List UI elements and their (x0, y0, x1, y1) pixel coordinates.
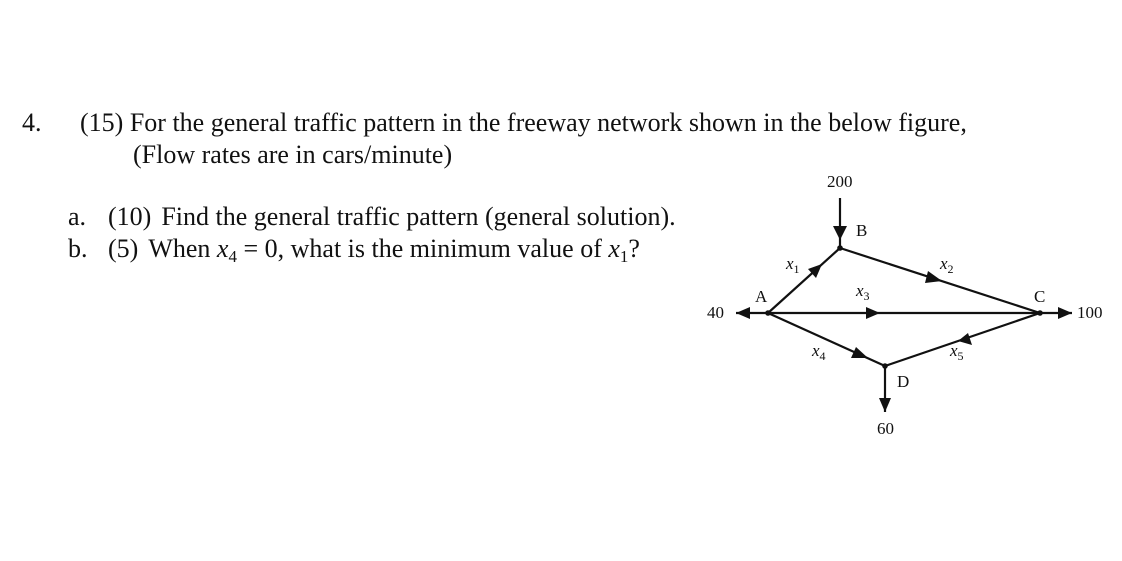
question-note: (Flow rates are in cars/minute) (133, 140, 453, 169)
node-a-dot (765, 310, 771, 316)
x3-arrow (866, 307, 880, 319)
question-points: (15) (80, 108, 124, 137)
node-d-label: D (897, 372, 910, 391)
flow-60-label: 60 (877, 419, 894, 438)
part-b-label: b. (68, 234, 88, 263)
x5-arrow (958, 333, 972, 345)
outflow-100-arrow (1058, 307, 1072, 319)
edge-var-x1: $x_1$ (786, 254, 800, 276)
edge-var-x3: $x_3$ (856, 281, 870, 303)
flow-100-label: 100 (1077, 303, 1103, 322)
edge-a-b (768, 248, 840, 313)
inflow-200-arrow (833, 226, 847, 240)
part-b-text-before: When (148, 234, 217, 263)
question-statement: For the general traffic pattern in the freeway network shown in the below figure, (129, 108, 967, 137)
part-a (68, 202, 676, 232)
part-b-text-mid: = 0, what is the minimum value of (236, 234, 609, 263)
clipped-previous-line (0, 0, 1122, 6)
traffic-network-diagram (690, 160, 1110, 450)
part-b-var-x4: $x_4$ (216, 234, 237, 266)
node-a-label: A (755, 287, 768, 306)
node-c-dot (1037, 310, 1043, 316)
edge-var-x5: $x_5$ (950, 341, 964, 363)
x4-arrow (851, 347, 868, 358)
part-a-points: (10) (108, 202, 152, 231)
outflow-60-arrow (879, 398, 891, 412)
part-b (68, 234, 640, 264)
part-b-var-x1: $x_1$ (608, 234, 629, 266)
part-b-text-after: ? (628, 234, 640, 263)
edge-var-x4: $x_4$ (812, 341, 826, 363)
part-a-text: Find the general traffic pattern (general solution). (161, 202, 676, 231)
node-c-label: C (1034, 287, 1046, 306)
question-number: 4. (22, 108, 42, 137)
question-text (80, 108, 967, 138)
node-b-dot (837, 245, 843, 251)
flow-200-label: 200 (827, 172, 853, 191)
edge-var-x2: $x_2$ (940, 254, 954, 276)
node-d-dot (882, 363, 888, 369)
node-b-label: B (856, 221, 868, 240)
part-b-points: (5) (108, 234, 139, 263)
flow-40-label: 40 (707, 303, 724, 322)
edge-a-d (768, 313, 885, 366)
part-a-label: a. (68, 202, 87, 231)
outflow-40-arrow (736, 307, 750, 319)
